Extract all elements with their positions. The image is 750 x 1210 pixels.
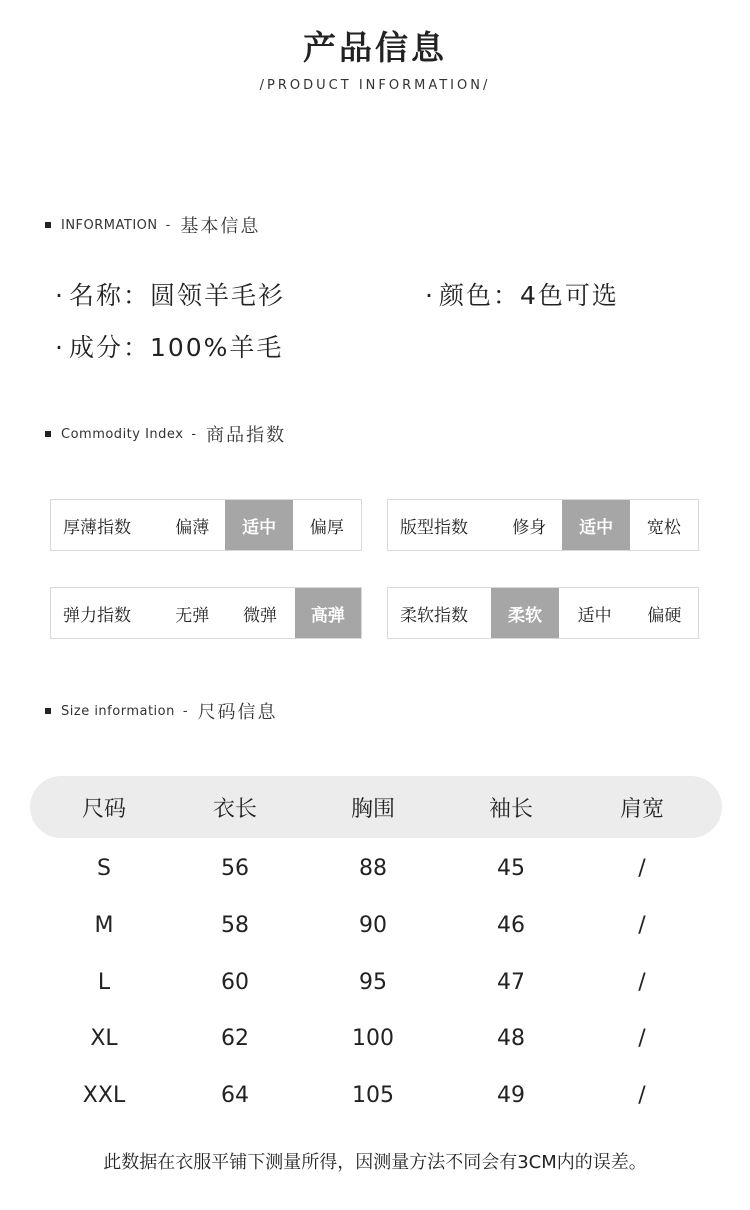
size-table-cell: 100	[352, 1026, 394, 1052]
size-table-cell: /	[638, 856, 646, 881]
size-table-cell: 90	[359, 912, 387, 938]
measurement-note: 此数据在衣服平铺下测量所得，因测量方法不同会有3CM内的误差。	[103, 1152, 647, 1173]
size-table-cell: 62	[221, 1026, 249, 1052]
index-label: 厚薄指数	[63, 517, 131, 538]
section-dash: -	[182, 703, 188, 719]
size-table-cell: /	[638, 1083, 646, 1108]
section-zh-label: 尺码信息	[197, 702, 278, 723]
size-table-cell: M	[94, 912, 114, 938]
section-en-label: Size information	[61, 703, 175, 719]
section-zh-label: 商品指数	[206, 425, 287, 446]
size-table-header-cell: 胸围	[350, 797, 395, 822]
size-table-cell: 60	[221, 969, 249, 995]
size-table-cell: 49	[497, 1083, 525, 1108]
size-table-cell: 95	[359, 969, 387, 995]
index-option: 偏厚	[309, 517, 344, 538]
square-bullet-icon	[45, 708, 51, 714]
size-table-header-cell: 尺码	[81, 797, 126, 822]
section-commodity-header	[45, 421, 286, 447]
info-composition	[55, 328, 283, 364]
size-table-header-cell: 肩宽	[619, 797, 664, 822]
index-softness	[387, 587, 699, 639]
size-table-cell: 58	[221, 912, 249, 938]
index-option-selected: 适中	[562, 500, 629, 550]
section-size-header	[45, 698, 278, 724]
section-en-label: Commodity Index	[61, 426, 184, 442]
size-table-cell: 88	[359, 856, 387, 881]
size-table-cell: /	[638, 912, 646, 938]
dot-bullet: ·	[425, 281, 435, 310]
square-bullet-icon	[45, 222, 51, 228]
index-option: 偏薄	[175, 517, 210, 538]
info-composition-text: 成分：100%羊毛	[68, 333, 284, 362]
index-option-selected: 高弹	[295, 588, 361, 638]
info-name-text: 名称：圆领羊毛衫	[68, 281, 285, 310]
dot-bullet: ·	[55, 333, 65, 362]
index-option-selected: 适中	[225, 500, 292, 550]
index-option: 修身	[512, 517, 547, 538]
section-dash: -	[165, 217, 171, 233]
index-option-selected: 柔软	[491, 588, 558, 638]
index-fit	[387, 499, 699, 551]
index-option: 微弹	[243, 605, 278, 626]
size-table-cell: /	[638, 969, 646, 995]
size-table-header-cell: 袖长	[488, 797, 533, 822]
section-dash: -	[191, 426, 197, 442]
index-label: 弹力指数	[63, 605, 131, 626]
index-elasticity	[50, 587, 362, 639]
section-en-label: INFORMATION	[61, 217, 158, 233]
size-table-cell: S	[97, 856, 111, 881]
section-zh-label: 基本信息	[180, 216, 261, 237]
size-table-cell: /	[638, 1026, 646, 1052]
index-option: 适中	[577, 605, 612, 626]
size-table-cell: 64	[221, 1083, 249, 1108]
index-label: 柔软指数	[400, 605, 468, 626]
size-table-cell: XL	[90, 1026, 118, 1052]
size-table-cell: XXL	[82, 1083, 126, 1108]
info-name	[55, 276, 285, 312]
size-table-header-cell: 衣长	[212, 797, 257, 822]
size-table-cell: 46	[497, 912, 525, 938]
section-information-header	[45, 212, 260, 238]
page-title: 产品信息	[303, 28, 447, 67]
size-table-cell: 48	[497, 1026, 525, 1052]
size-table-cell: 105	[352, 1083, 394, 1108]
dot-bullet: ·	[55, 281, 65, 310]
page-subtitle: /PRODUCT INFORMATION/	[259, 78, 491, 93]
index-option: 偏硬	[647, 605, 682, 626]
info-color	[425, 276, 619, 312]
index-thickness	[50, 499, 362, 551]
size-table-cell: L	[97, 969, 111, 995]
square-bullet-icon	[45, 431, 51, 437]
index-option: 宽松	[646, 517, 681, 538]
index-option: 无弹	[175, 605, 210, 626]
index-label: 版型指数	[400, 517, 468, 538]
size-table-cell: 45	[497, 856, 525, 881]
size-table-cell: 56	[221, 856, 249, 881]
info-color-text: 颜色：4色可选	[438, 281, 619, 310]
size-table-cell: 47	[497, 969, 525, 995]
